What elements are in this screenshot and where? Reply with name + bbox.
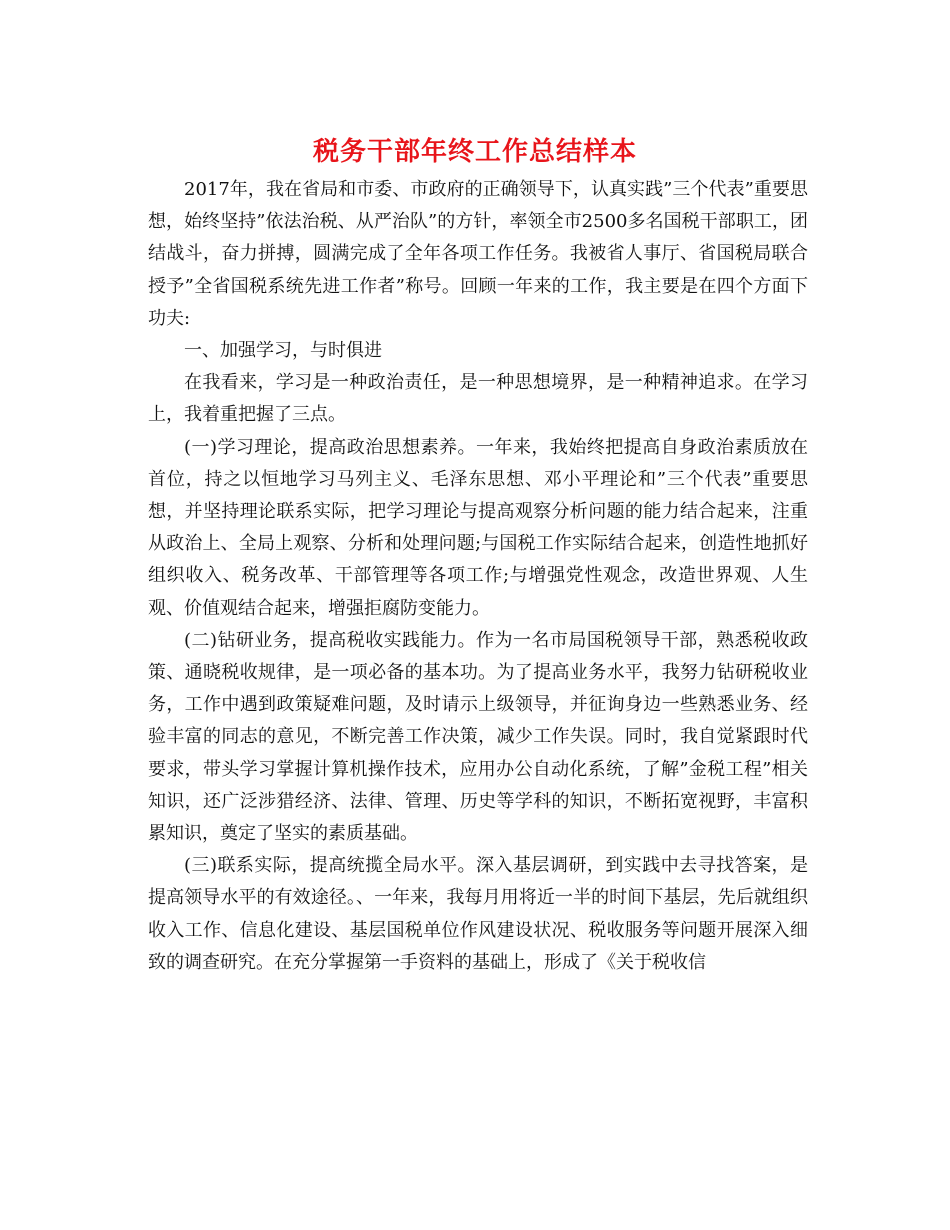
paragraph-intro: 2017年，我在省局和市委、市政府的正确领导下，认真实践”三个代表”重要思想，始终坚持”依法治税、从严治队”的方针，率领全市2500多名国税干部职工，团结战斗，奋力拼搏，圆满完成了全年各项工作任务。我被省人事厅、省国税局联合授予”全省国税系统先进工作者”称号。回顾一年来的工作，我主要是在四个方面下功夫:: [148, 179, 808, 329]
paragraph-theory: (一)学习理论，提高政治思想素养。一年来，我始终把提高自身政治素质放在首位，持之以恒地学习马列主义、毛泽东思想、邓小平理论和”三个代表”重要思想，并坚持理论联系实际，把学习理论与提高观察分析问题的能力结合起来，注重从政治上、全局上观察、分析和处理问题;与国税工作实际结合起来，创造性地抓好组织收入、税务改革、干部管理等各项工作;与增强党性观念，改造世界观、人生观、价值观结合起来，增强拒腐防变能力。: [148, 436, 808, 619]
document-body: [148, 174, 808, 979]
paragraph-learning: 在我看来，学习是一种政治责任，是一种思想境界，是一种精神追求。在学习上，我着重把握了三点。: [148, 372, 808, 426]
paragraph-business: (二)钻研业务，提高税收实践能力。作为一名市局国税领导干部，熟悉税收政策、通晓税收规律，是一项必备的基本功。为了提高业务水平，我努力钻研税收业务，工作中遇到政策疑难问题，及时请示上级领导，并征询身边一些熟悉业务、经验丰富的同志的意见，不断完善工作决策，减少工作失误。同时，我自觉紧跟时代要求，带头学习掌握计算机操作技术，应用办公自动化系统，了解”金税工程”相关知识，还广泛涉猎经济、法律、管理、历史等学科的知识，不断拓宽视野，丰富积累知识，奠定了坚实的素质基础。: [148, 629, 808, 845]
document-title: 税务干部年终工作总结样本: [312, 137, 637, 167]
paragraph-practice: (三)联系实际，提高统揽全局水平。深入基层调研，到实践中去寻找答案，是提高领导水平的有效途径。、一年来，我每月用将近一半的时间下基层，先后就组织收入工作、信息化建设、基层国税单位作风建设状况、税收服务等问题开展深入细致的调查研究。在充分掌握第一手资料的基础上，形成了《关于税收信: [148, 855, 808, 973]
section-heading-1: 一、加强学习，与时俱进: [184, 340, 382, 362]
